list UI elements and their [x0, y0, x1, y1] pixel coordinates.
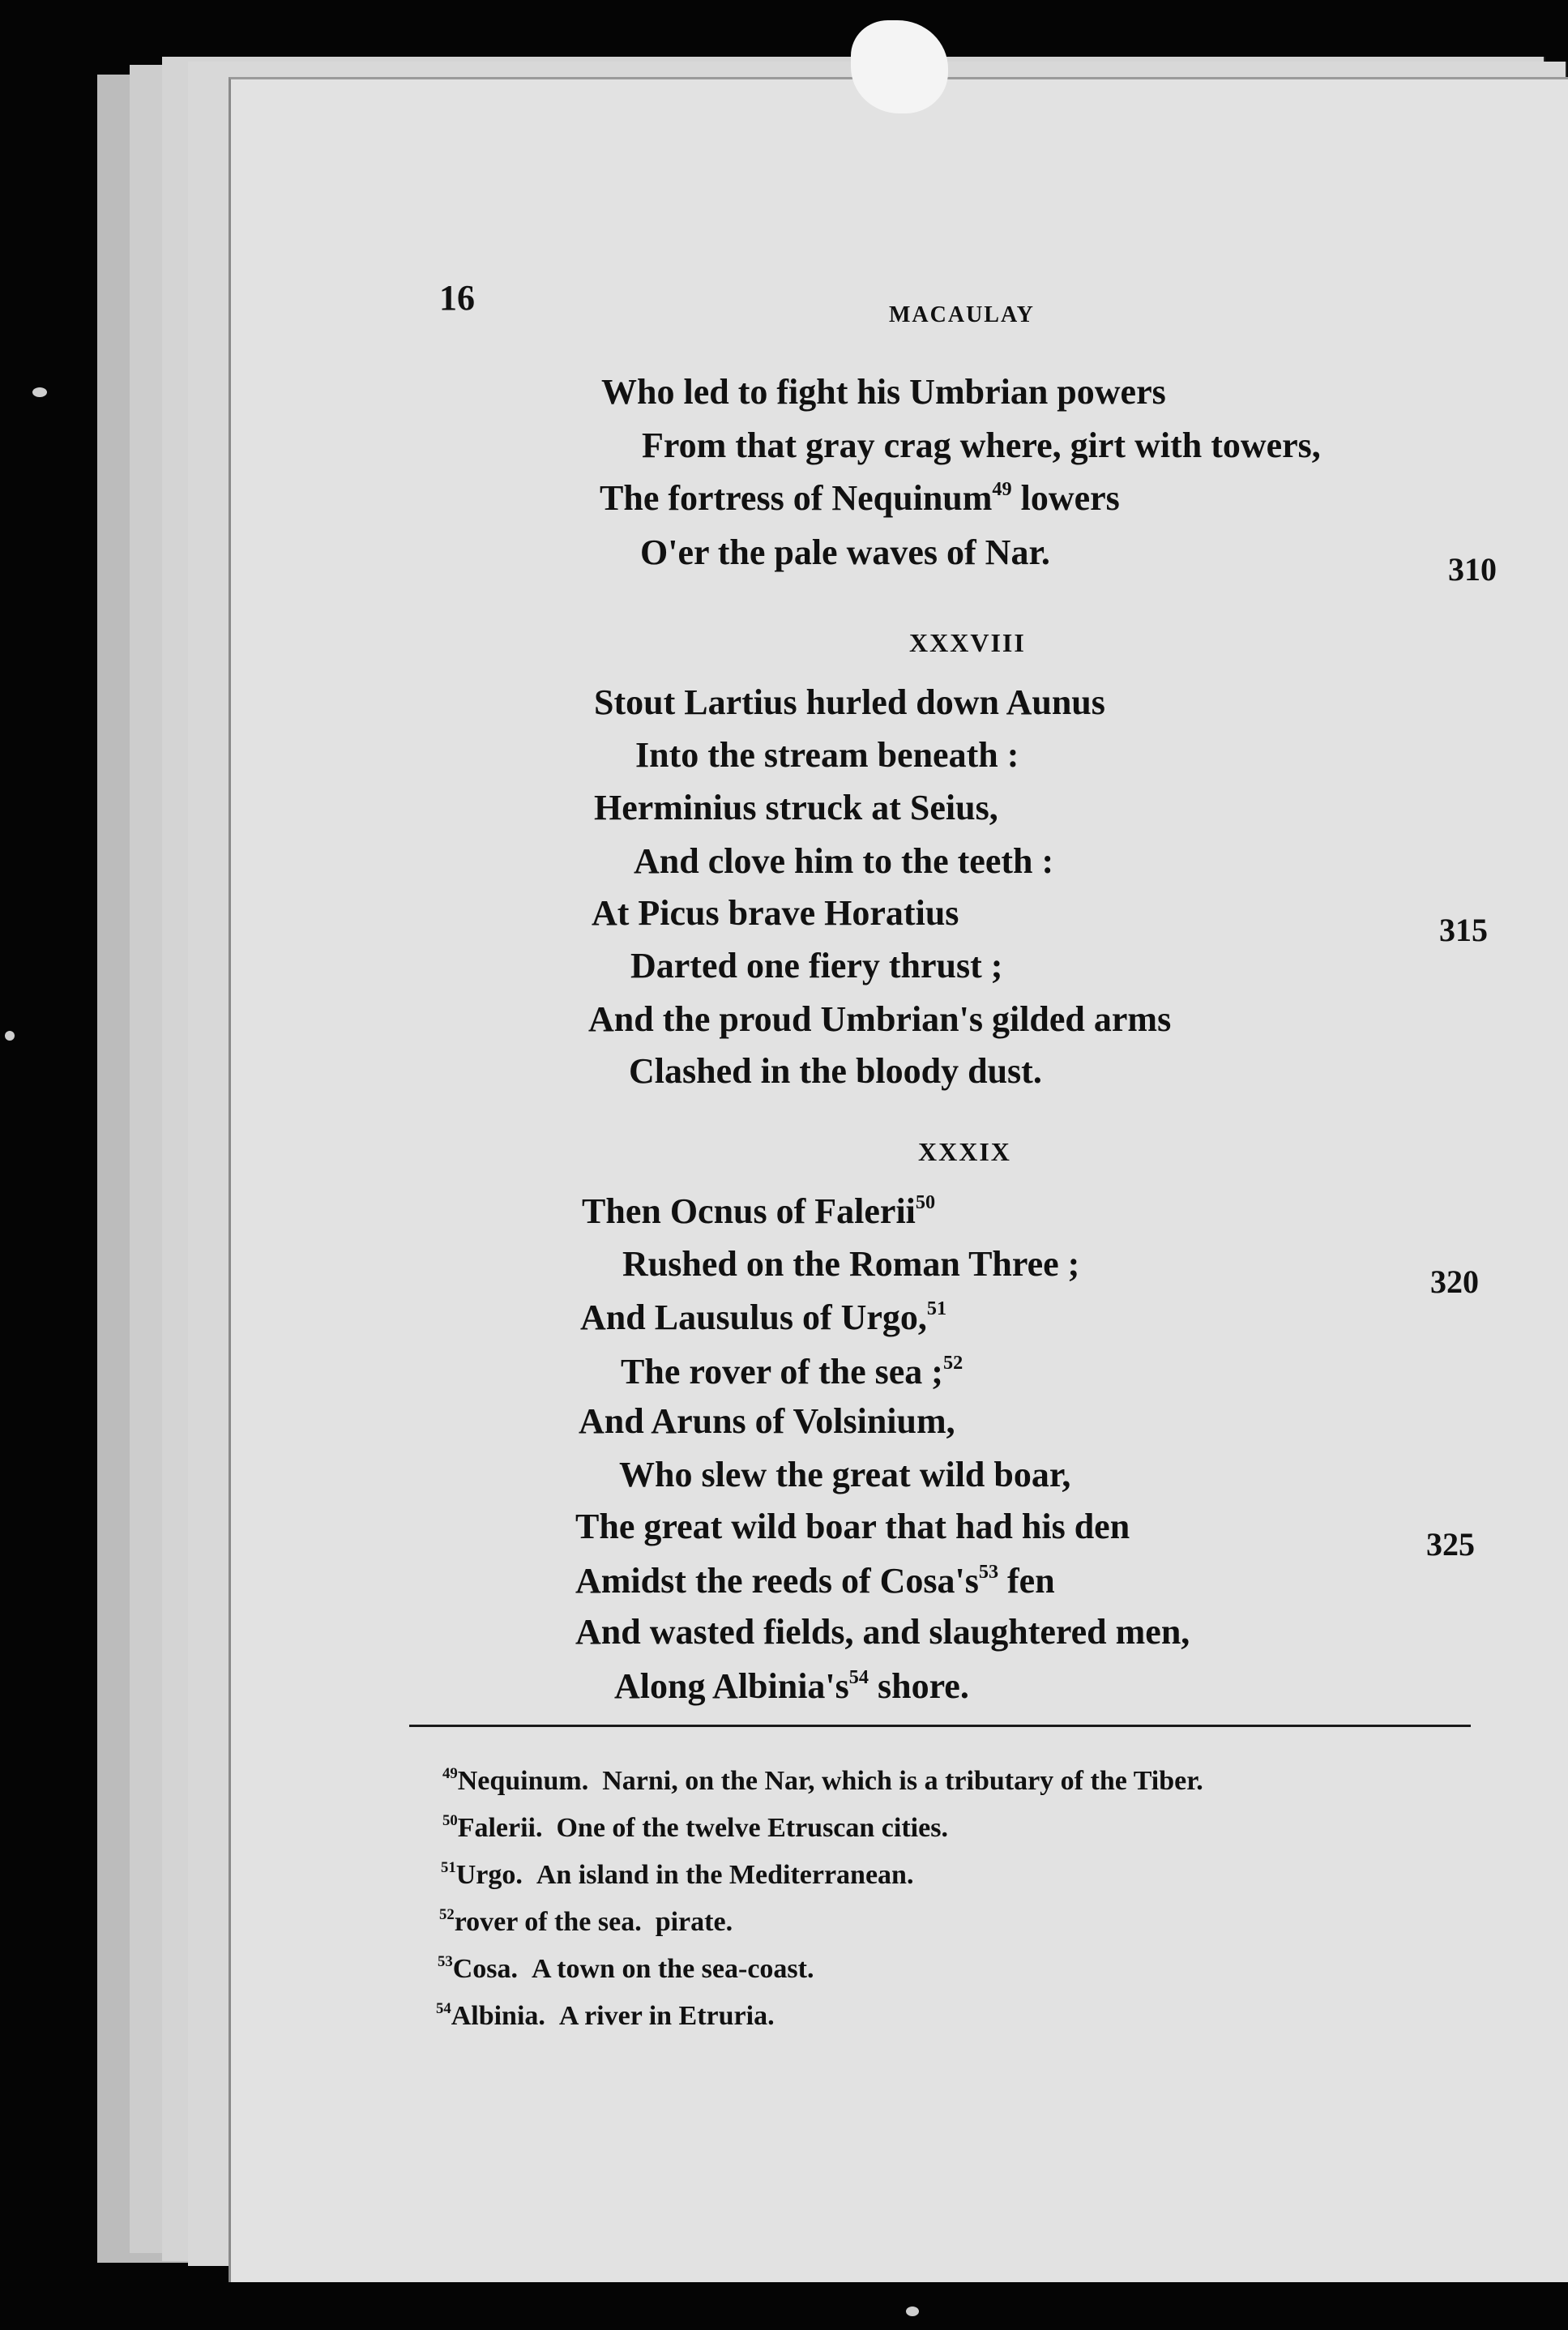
footnote: $^{50}$Falerii. One of the twelve Etruscan cities. — [442, 1812, 948, 1844]
footnote: $^{51}$Urgo. An island in the Mediterranean. — [441, 1859, 914, 1891]
verse-line: The great wild boar that had his den — [575, 1507, 1130, 1546]
verse-line: And Aruns of Volsinium, — [579, 1401, 955, 1441]
line-number: 315 — [1439, 912, 1488, 948]
footnote-ref: 53 — [978, 1561, 999, 1583]
line-number: 320 — [1430, 1263, 1479, 1300]
page-number: 16 — [439, 278, 475, 318]
line-number: 325 — [1426, 1526, 1475, 1563]
scan-speck — [906, 2306, 919, 2316]
verse-line: Rushed on the Roman Three ; — [622, 1244, 1080, 1284]
verse-line: And clove him to the teeth : — [634, 841, 1054, 881]
verse-line: The fortress of Nequinum$^{49}$ lowers — [600, 478, 1120, 519]
verse-line: Stout Lartius hurled down Aunus — [594, 682, 1105, 722]
footnote-ref: 49 — [992, 478, 1012, 500]
verse-line: Who slew the great wild boar, — [619, 1455, 1071, 1494]
verse-line: From that gray crag where, girt with towers, — [642, 425, 1321, 465]
verse-line: Herminius struck at Seius, — [594, 788, 998, 827]
footnote-ref: 54 — [848, 1666, 869, 1688]
verse-line: Who led to fight his Umbrian powers — [601, 372, 1166, 412]
footnote-ref: 51 — [926, 1298, 947, 1319]
verse-line: And the proud Umbrian's gilded arms — [588, 999, 1172, 1039]
verse-line: Then Ocnus of Falerii$^{50}$ — [582, 1191, 936, 1232]
verse-line: And wasted fields, and slaughtered men, — [575, 1612, 1190, 1652]
scan-speck — [32, 387, 47, 397]
running-header: MACAULAY — [889, 302, 1035, 327]
verse-line: Amidst the reeds of $Cosa's^{53}$ fen — [575, 1561, 1055, 1601]
footnote-ref: 52 — [942, 1352, 963, 1374]
verse-line: O'er the pale waves of Nar. — [640, 532, 1050, 572]
stanza-number: XXXVIII — [909, 628, 1026, 657]
footnote: $^{53}$Cosa. A town on the sea-coast. — [438, 1953, 814, 1985]
line-number: 310 — [1448, 551, 1497, 588]
verse-line: Along $Albinia's^{54}$ shore. — [614, 1666, 969, 1707]
footnote: $^{52}$rover of the sea. pirate. — [439, 1906, 733, 1938]
scan-speck — [5, 1031, 15, 1041]
verse-line: Into the stream beneath : — [635, 735, 1019, 775]
footnote: $^{54}$Albinia. A river in Etruria. — [436, 2000, 775, 2032]
verse-line: Darted one fiery thrust ; — [630, 946, 1003, 985]
footnote: $^{49}$Nequinum. Narni, on the Nar, which is a tributary of the Tiber. — [442, 1765, 1203, 1797]
footnote-ref: 50 — [915, 1191, 936, 1213]
verse-line: The rover of the sea ;$^{52}$ — [621, 1352, 963, 1392]
verse-line: And Lausulus of Urgo,$^{51}$ — [580, 1298, 947, 1338]
verse-line: Clashed in the bloody dust. — [629, 1051, 1042, 1091]
stanza-number: XXXIX — [918, 1137, 1011, 1166]
verse-line: At Picus brave Horatius — [592, 893, 959, 933]
paper-tear-mark — [851, 20, 948, 113]
footnote-divider — [409, 1725, 1471, 1727]
